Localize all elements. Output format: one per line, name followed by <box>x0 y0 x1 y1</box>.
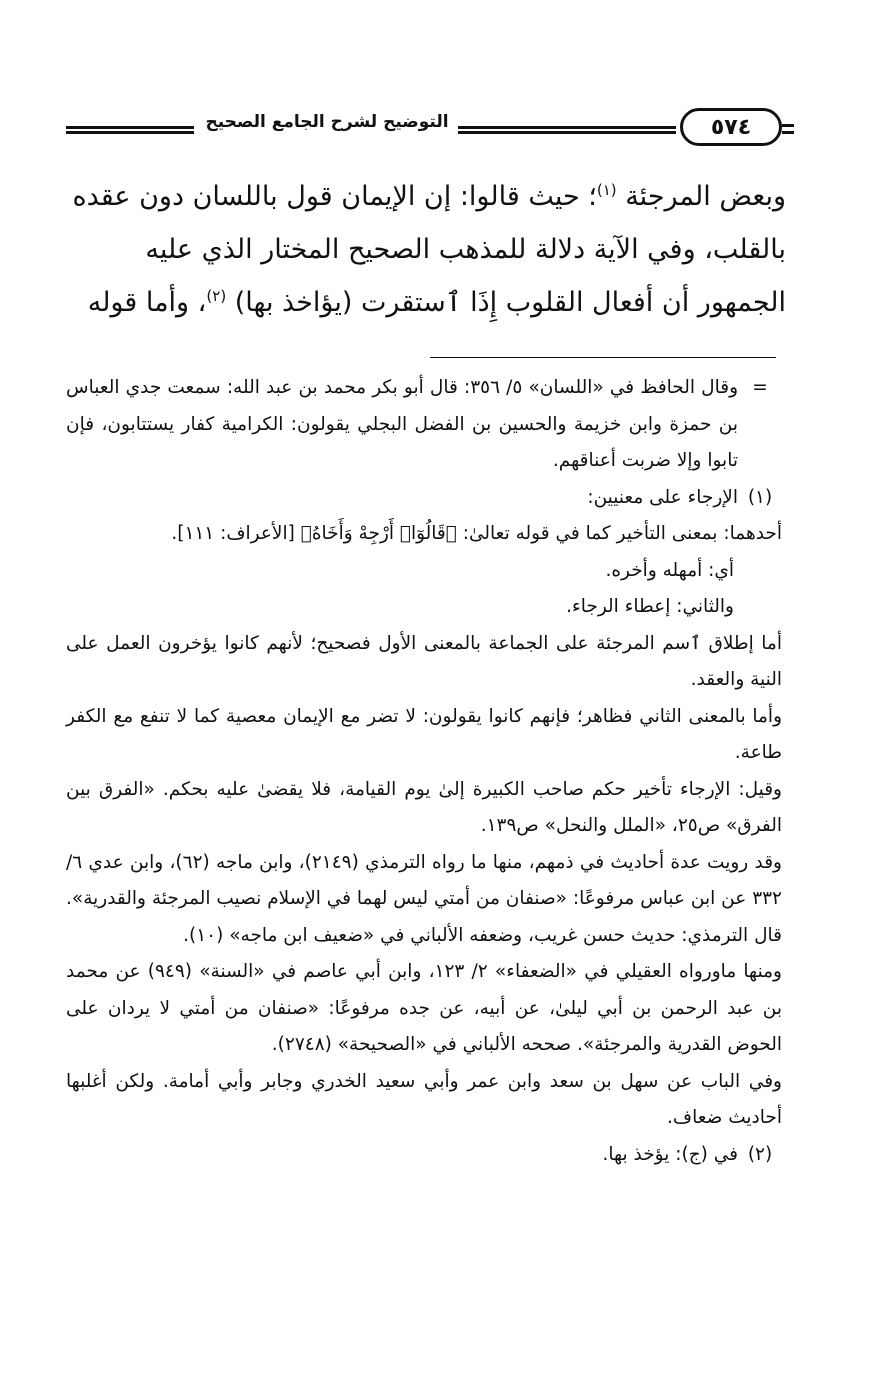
footnote-paragraph: والثاني: إعطاء الرجاء. <box>566 596 734 617</box>
footnote-1-body <box>66 480 738 517</box>
footnote-paragraph: الإرجاء على معنيين: <box>587 486 738 508</box>
main-line-1 <box>66 170 786 223</box>
main-line-1-start: وبعض المرجئة <box>616 181 786 212</box>
page-number: ٥٧٤ <box>680 108 782 146</box>
main-line-1-end: ؛ حيث قالوا: إن الإيمان قول باللسان دون عقده <box>72 181 597 212</box>
footnote-paragraph: وأما بالمعنى الثاني فظاهر؛ فإنهم كانوا يقولون: لا تضر مع الإيمان معصية كما لا تنفع مع الكفر طاعة. <box>66 705 782 763</box>
footnote-paragraph: أحدهما: بمعنى التأخير كما في قوله تعالىٰ: ﴿قَالُوٓا۟ أَرْجِهْ وَأَخَاهُ﴾ [الأعراف: ١١١]. <box>171 523 782 544</box>
header-rule-right <box>782 124 794 134</box>
footnote-paragraph: أما إطلاق ٱسم المرجئة على الجماعة بالمعنى الأول فصحيح؛ لأنهم كانوا يؤخرون العمل على النية والعقد. <box>66 632 782 690</box>
footnote-paragraph: ومنها ماورواه العقيلي في «الضعفاء» ٢/ ١٢٣، وابن أبي عاصم في «السنة» (٩٤٩) عن محمد بن عبد الرحمن بن أبي ليلىٰ، عن أبيه، عن جده مرفوعًا: «صنفان من أمتي لا يردان على الحوض القدرية والمرجئة». صححه الألباني في «الصحيحة» (٢٧٤٨). <box>66 961 782 1055</box>
footnote-ref-1: (١) <box>596 181 617 199</box>
footnote-paragraph: وفي الباب عن سهل بن سعد وابن عمر وأبي سعيد الخدري وجابر وأبي أمامة. ولكن أغلبها أحاديث ضعاف. <box>66 1070 782 1128</box>
footnote-2 <box>66 1137 782 1174</box>
footnote-paragraph: أي: أمهله وأخره. <box>605 559 734 581</box>
footnote-text: في (ج): يؤخذ بها. <box>602 1143 738 1165</box>
main-text <box>66 170 786 329</box>
footnote-paragraph: وقد رويت عدة أحاديث في ذمهم، منها ما رواه الترمذي (٢١٤٩)، وابن ماجه (٦٢)، وابن عدي ٦/ ٣٣٢ عن ابن عباس مرفوعًا: «صنفان من أمتي ليس لهما في الإسلام نصيب المرجئة والقدرية». قال الترمذي: حديث حسن غريب، وضعفه الألباني في «ضعيف ابن ماجه» (١٠). <box>66 851 782 946</box>
footnote-text: وقال الحافظ في «اللسان» ٥/ ٣٥٦: قال أبو بكر محمد بن عبد الله: سمعت جدي العباس بن حمزة وابن خزيمة والحسين بن الفضل البجلي يقولون: الكرامية كفار يستتابون، فإن تابوا وإلا ضربت أعناقهم. <box>66 377 739 471</box>
main-line-3-end: ، وأما قوله <box>87 287 207 318</box>
footnote-separator <box>430 357 776 358</box>
footnote-paragraph: وقيل: الإرجاء تأخير حكم صاحب الكبيرة إلىٰ يوم القيامة، فلا يقضىٰ عليه بحكم. «الفرق بين الفرق» ص٢٥، «الملل والنحل» ص١٣٩. <box>66 778 782 836</box>
header-rule-middle <box>458 126 676 134</box>
header-rule-left <box>66 126 194 134</box>
footnote-1 <box>66 480 782 517</box>
footnote-marker: (١) <box>747 486 773 508</box>
main-line-2: بالقلب، وفي الآية دلالة للمذهب الصحيح المختار الذي عليه <box>145 234 786 265</box>
page-header <box>66 108 790 152</box>
main-line-3 <box>66 276 786 329</box>
footnote-ref-2: (٢) <box>206 287 227 305</box>
book-title: التوضيح لشرح الجامع الصحيح <box>205 112 449 132</box>
footnotes <box>66 370 782 1173</box>
footnote-1-continued <box>66 516 782 1137</box>
main-line-3-start: الجمهور أن أفعال القلوب إِذَا ٱستقرت (يؤاخذ بها) <box>226 287 786 318</box>
footnote-marker: = <box>752 377 768 398</box>
footnote-continuation <box>66 370 782 480</box>
footnote-marker: (٢) <box>747 1143 773 1165</box>
